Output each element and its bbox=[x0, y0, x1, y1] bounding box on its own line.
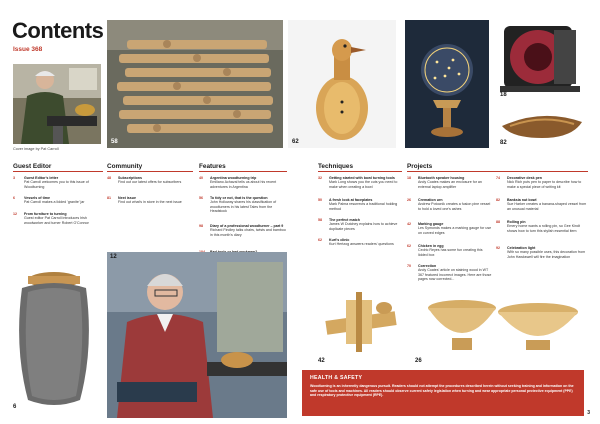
entry-page-number: 6 bbox=[13, 196, 15, 200]
contents-entry[interactable] bbox=[199, 176, 287, 189]
section-rule bbox=[199, 171, 287, 172]
entry-title: Getting started with bowl turning tools bbox=[329, 176, 395, 180]
entry-title: Marking gauge bbox=[418, 222, 444, 226]
page-title: Contents bbox=[12, 18, 104, 43]
chicken-egg-photo bbox=[288, 20, 396, 148]
entry-title: Argentina woodturning trip bbox=[210, 176, 257, 180]
entry-title: Banksia nut bowl bbox=[507, 198, 537, 202]
photo-page-number: 62 bbox=[292, 139, 299, 145]
bowls-photo bbox=[412, 286, 588, 366]
turner-photo bbox=[107, 252, 287, 418]
entry-page-number: 42 bbox=[407, 222, 411, 226]
entry-title: Correction bbox=[418, 264, 437, 268]
entry-title: Next issue bbox=[118, 196, 136, 200]
entry-page-number: 50 bbox=[318, 198, 322, 202]
photo-page-number: 6 bbox=[13, 404, 17, 410]
banksia-bowl-photo bbox=[496, 104, 588, 148]
entry-page-number: 40 bbox=[199, 176, 203, 180]
entry-title: Rolling pin bbox=[507, 220, 526, 224]
entry-description: Andrew Potocnik creates a fusion pine vessel to hold a loved one's ashes bbox=[418, 202, 491, 211]
section-heading-features: Features bbox=[199, 163, 226, 170]
entry-page-number: 18 bbox=[407, 176, 411, 180]
entry-page-number: 26 bbox=[407, 198, 411, 202]
entry-description: Nick Rich puts pen to paper to describe how to make a special piece of writing kit bbox=[507, 180, 582, 189]
photo-page-number: 26 bbox=[415, 358, 422, 364]
contents-entry[interactable] bbox=[496, 220, 588, 233]
entry-description: Les Symonds makes a marking gauge for use on curved edges bbox=[418, 226, 492, 235]
section-rule bbox=[107, 171, 193, 172]
marking-gauge-photo bbox=[316, 286, 406, 366]
spindles-photo bbox=[107, 20, 283, 148]
entry-page-number: 58 bbox=[318, 218, 322, 222]
entry-page-number: 81 bbox=[107, 196, 111, 200]
contents-entry[interactable] bbox=[318, 198, 402, 211]
entry-title: Subscriptions bbox=[118, 176, 142, 180]
contents-entry[interactable] bbox=[318, 218, 402, 231]
section-rule bbox=[407, 171, 588, 172]
entry-description: Andy Coates makes an enclosure for an external laptop amplifier bbox=[418, 180, 482, 189]
entry-description: Richard Findley talks chairs, twists and bamboo in this month's diary bbox=[210, 228, 286, 237]
entry-description: Guest editor Pat Carroll introduces Irish woodworker and turner Robert O'Connor bbox=[24, 216, 89, 225]
entry-description: John Holloway shares his classification of woodturners in his latest Tales from the Headstock bbox=[210, 200, 277, 213]
cover-photo bbox=[13, 64, 101, 144]
contents-entry[interactable] bbox=[199, 224, 287, 237]
entry-page-number: 12 bbox=[13, 212, 17, 216]
entry-page-number: 48 bbox=[107, 176, 111, 180]
entry-description: Emiliano Achaval tells us about his recent adventures in Argentina bbox=[210, 180, 277, 189]
page-number: 3 bbox=[587, 410, 590, 416]
entry-title: Vessels of time bbox=[24, 196, 50, 200]
contents-entry[interactable] bbox=[407, 222, 493, 235]
entry-description: Mark Long shows you the cuts you need to make when creating a bowl bbox=[329, 180, 398, 189]
entry-description: Kurt Hertzog answers readers' questions bbox=[329, 242, 394, 247]
entry-title: Decorative desk pen bbox=[507, 176, 542, 180]
entry-page-number: 32 bbox=[318, 176, 322, 180]
contents-entry[interactable] bbox=[13, 176, 105, 189]
granite-urn-photo bbox=[0, 258, 104, 418]
photo-page-number: 12 bbox=[110, 254, 117, 260]
contents-entry[interactable] bbox=[13, 196, 105, 205]
entry-description: Emery home wants a rolling pin, so Gee Kindt shows how to turn this stylish essential item bbox=[507, 224, 580, 233]
contents-entry[interactable] bbox=[13, 212, 105, 225]
entry-description: Mark Palma resurrects a traditional holding method bbox=[329, 202, 398, 211]
entry-description: Pat Carroll welcomes you to this issue of Woodturning bbox=[24, 180, 89, 189]
contents-entry[interactable] bbox=[496, 176, 588, 189]
contents-entry[interactable] bbox=[496, 246, 588, 259]
entry-title: From furniture to turning bbox=[24, 212, 67, 216]
entry-page-number: 3 bbox=[13, 176, 15, 180]
contents-entry[interactable] bbox=[107, 196, 193, 205]
photo-page-number: 18 bbox=[500, 92, 507, 98]
photo-page-number: 82 bbox=[500, 140, 507, 146]
contents-entry[interactable] bbox=[318, 176, 402, 189]
section-heading-projects: Projects bbox=[407, 163, 433, 170]
entry-title: Cremation urn bbox=[418, 198, 443, 202]
celebration-light-photo bbox=[405, 20, 489, 148]
entry-page-number: 62 bbox=[318, 238, 322, 242]
entry-description: Find out what's in store in the next issue bbox=[118, 200, 182, 205]
entry-title: A fresh look at faceplates bbox=[329, 198, 373, 202]
entry-title: Guest Editor's letter bbox=[24, 176, 59, 180]
issue-number: Issue 368 bbox=[13, 46, 43, 53]
photo-page-number: 58 bbox=[111, 139, 118, 145]
section-heading-community: Community bbox=[107, 163, 143, 170]
section-heading-techniques: Techniques bbox=[318, 163, 354, 170]
entry-title: To tidy or not, that is the question bbox=[210, 196, 268, 200]
contents-entry[interactable] bbox=[407, 198, 493, 211]
entry-description: With so many possible uses, this decoration from John Hawkswell will fire the imagination bbox=[507, 250, 586, 259]
entry-page-number: 62 bbox=[407, 244, 411, 248]
contents-entry[interactable] bbox=[407, 176, 493, 189]
section-rule bbox=[13, 171, 103, 172]
contents-entry[interactable] bbox=[407, 264, 493, 281]
entry-page-number: 88 bbox=[496, 220, 500, 224]
entry-description: Andy Coates' article on staining wood in WT 367 featured incorrect images. Here are those pages now corrected... bbox=[418, 268, 492, 281]
entry-page-number: 56 bbox=[199, 196, 203, 200]
entry-title: Chicken in egg bbox=[418, 244, 444, 248]
entry-title: Bluetooth speaker housing bbox=[418, 176, 465, 180]
entry-description: Pat Carroll makes a lidded 'granite' jar bbox=[24, 200, 85, 205]
entry-page-number: 82 bbox=[496, 198, 500, 202]
entry-title: The perfect match bbox=[329, 218, 360, 222]
entry-page-number: 70 bbox=[407, 264, 411, 268]
section-heading-guest-editor: Guest Editor bbox=[13, 163, 52, 170]
contents-entry[interactable] bbox=[318, 238, 402, 247]
health-safety-text: Woodturning is an inherently dangerous pursuit. Readers should not attempt the procedures described herein without seeking training and information on the safe use of tools and machines. All readers should observe current safety legislation when turning and wear appropriate personal protective equipment (PPE) and respiratory protective equipment (RPE). bbox=[310, 384, 574, 398]
entry-description: Find out our latest offers for subscribers bbox=[118, 180, 182, 185]
entry-page-number: 92 bbox=[496, 246, 500, 250]
contents-entry[interactable] bbox=[407, 244, 493, 257]
cover-caption: Cover image by Pat Carroll bbox=[13, 147, 59, 151]
contents-entry[interactable] bbox=[199, 196, 287, 213]
entry-title: Diary of a professional woodturner – part 9 bbox=[210, 224, 284, 228]
health-safety-title: HEALTH & SAFETY bbox=[310, 375, 363, 381]
entry-page-number: 98 bbox=[199, 224, 203, 228]
contents-entry[interactable] bbox=[496, 198, 588, 211]
contents-entry[interactable] bbox=[107, 176, 193, 185]
entry-description: Cedric Reyes has some fun creating this lidded box bbox=[418, 248, 483, 257]
section-rule bbox=[318, 171, 402, 172]
health-safety-box bbox=[302, 370, 584, 416]
photo-page-number: 42 bbox=[318, 358, 325, 364]
entry-title: Celebration light bbox=[507, 246, 536, 250]
entry-page-number: 74 bbox=[496, 176, 500, 180]
speaker-photo bbox=[496, 20, 588, 100]
entry-description: Sue Harker creates a banana-shaped vessel from an unusual material bbox=[507, 202, 587, 211]
entry-title: Kurt's clinic bbox=[329, 238, 350, 242]
entry-description: James W Dutchey explains how to achieve duplicate pieces bbox=[329, 222, 398, 231]
